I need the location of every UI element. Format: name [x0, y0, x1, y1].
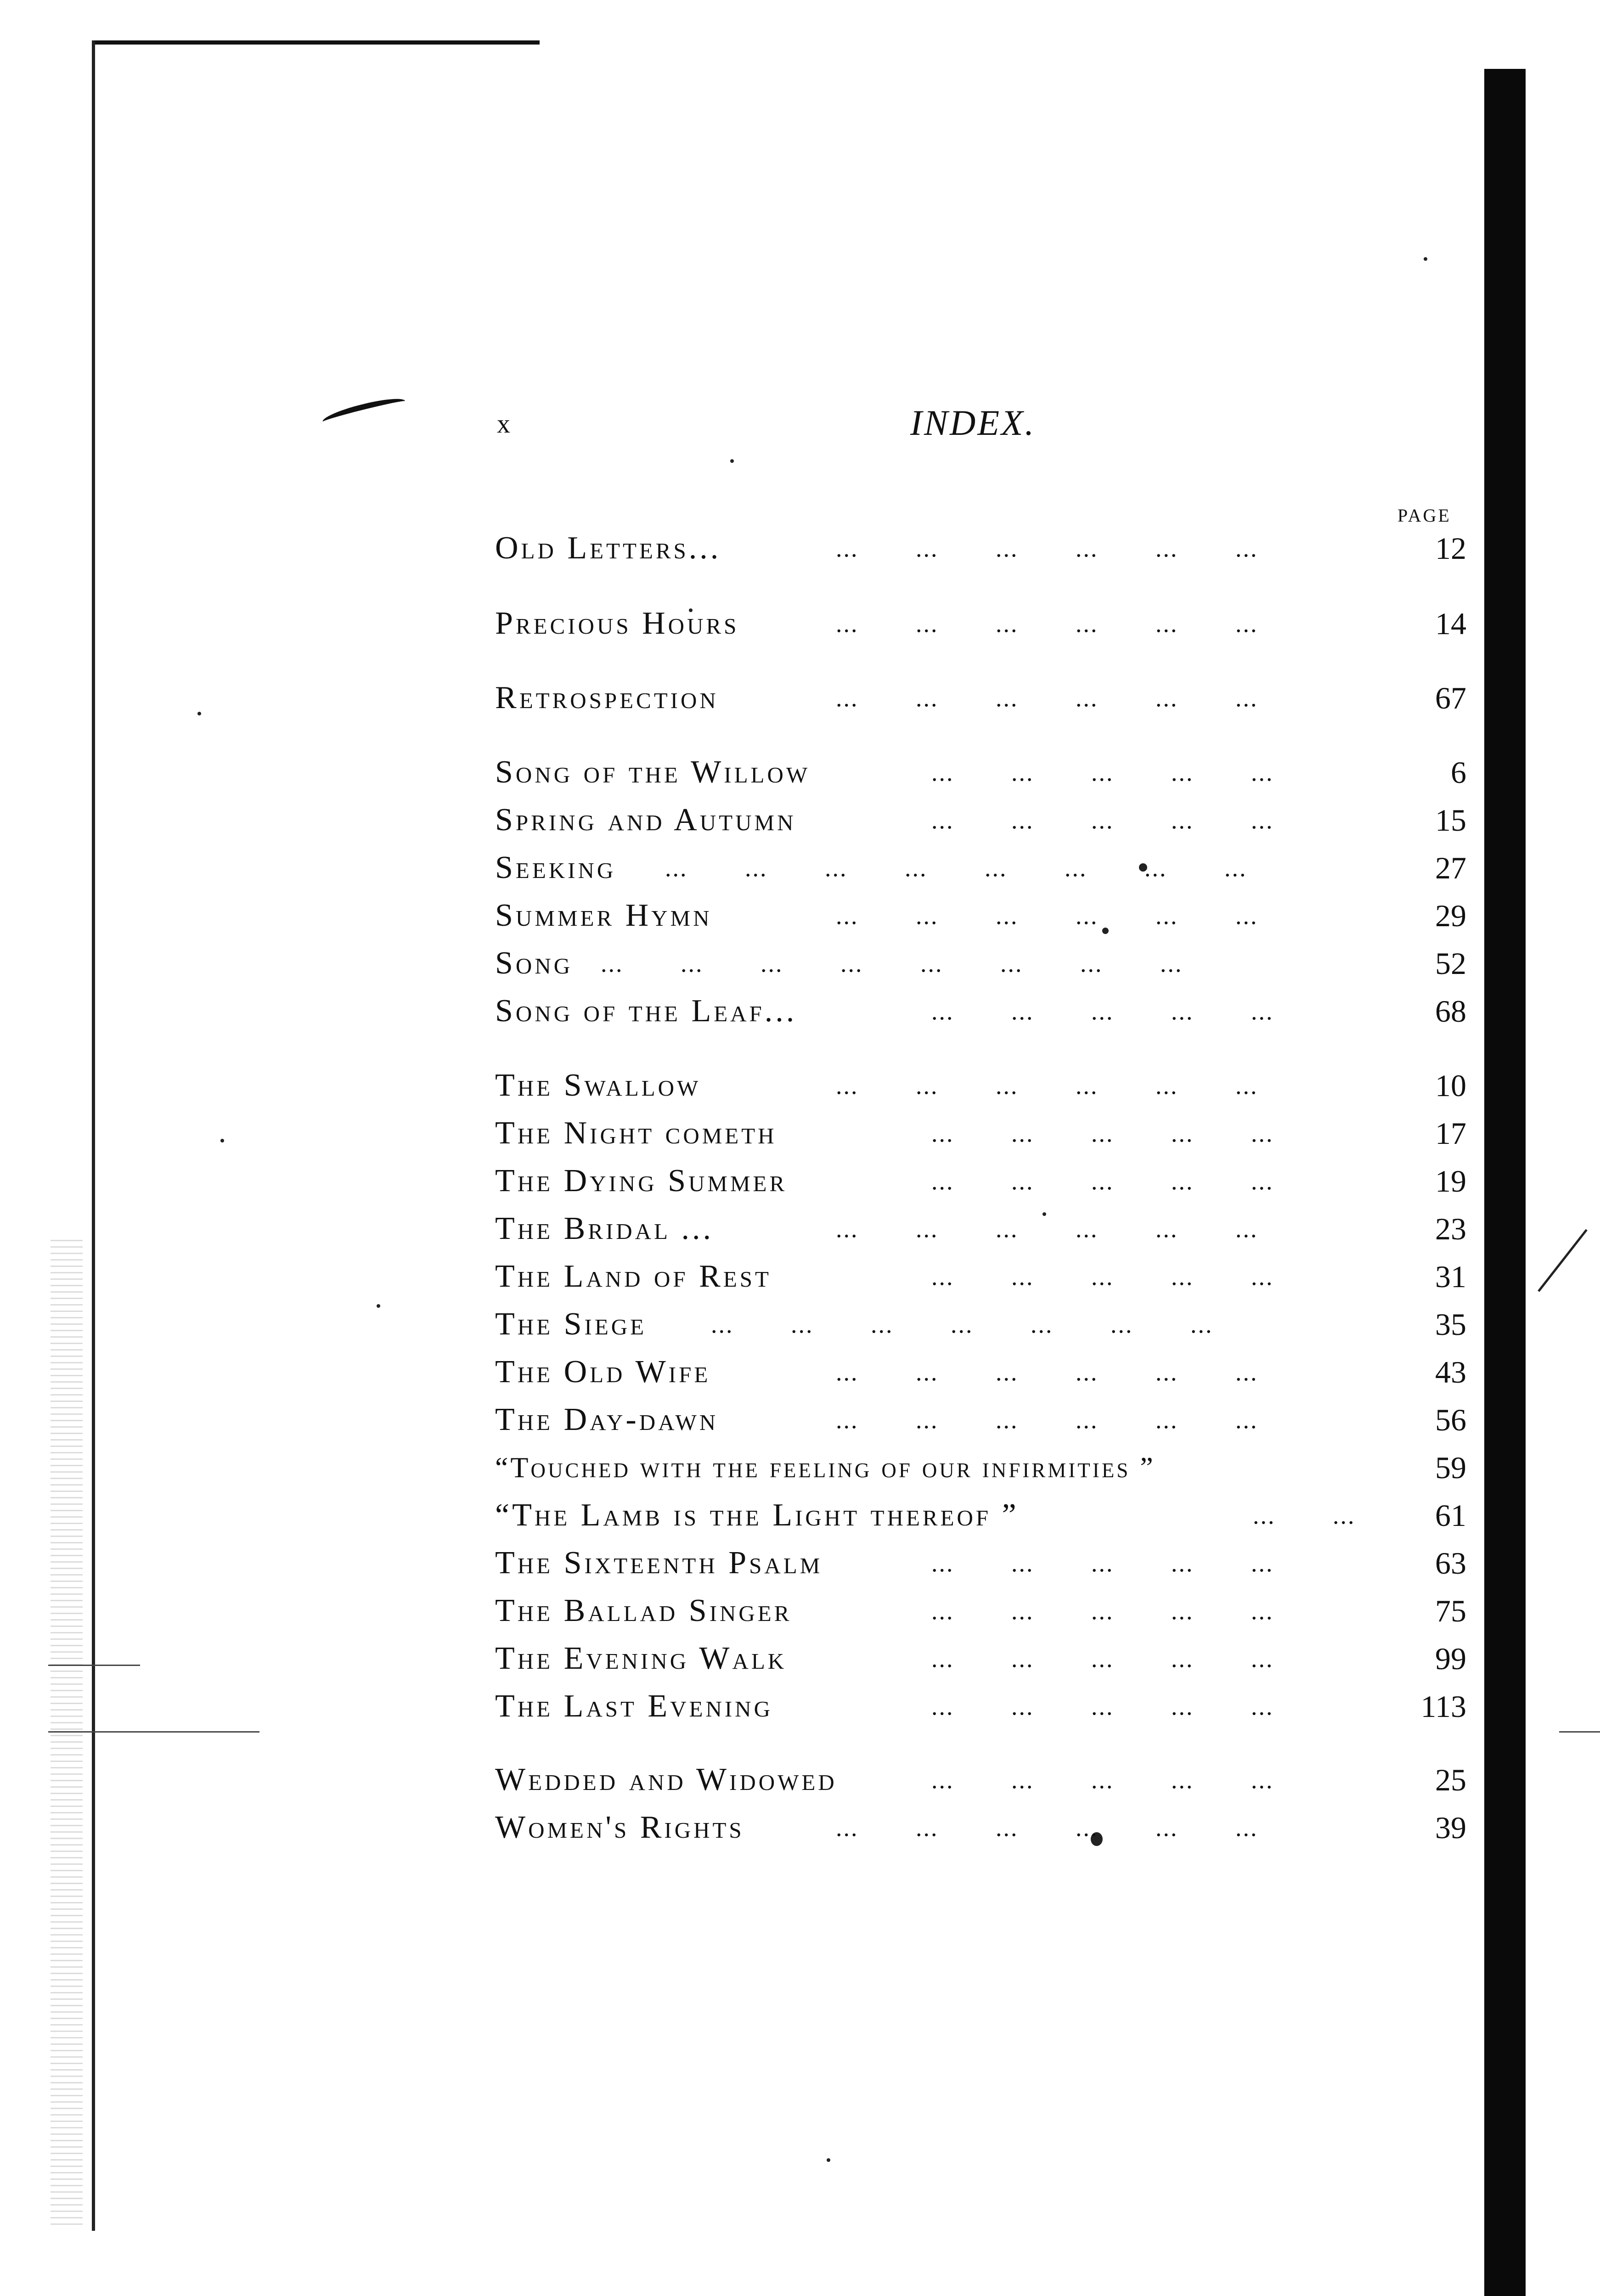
entry-page-number: 56: [1435, 1402, 1466, 1437]
entry-page-number: 59: [1435, 1450, 1466, 1485]
entry-title: The Day-dawn: [495, 1402, 719, 1437]
dot-leaders: ... ... ... ... ...: [931, 997, 1274, 1025]
index-entry: [495, 1160, 1466, 1202]
entry-title: Spring and Autumn: [495, 802, 796, 838]
index-entry: [495, 1759, 1466, 1801]
dot-leaders: ... ... ... ... ... ... ... ...: [601, 950, 1183, 977]
dot-leaders: ... ... ... ... ...: [931, 1549, 1274, 1577]
dot-leaders: ... ... ... ... ...: [931, 806, 1274, 834]
entry-title: The Swallow: [495, 1068, 701, 1103]
entry-title: Summer Hymn: [495, 898, 712, 933]
entry-page-number: 43: [1435, 1355, 1466, 1390]
index-entry: [495, 1303, 1466, 1345]
index-entry: [495, 677, 1466, 719]
entry-page-number: 99: [1435, 1641, 1466, 1676]
index-entry: [495, 942, 1466, 985]
entry-title: Song of the Leaf...: [495, 993, 797, 1029]
index-entry: [495, 1351, 1466, 1393]
entry-title: Song of the Willow: [495, 754, 811, 790]
dot-leaders: ... ... ... ... ... ...: [836, 684, 1258, 712]
index-entry: [495, 602, 1466, 645]
entry-page-number: 75: [1435, 1593, 1466, 1628]
dot-leaders: ... ... ... ... ... ...: [836, 610, 1258, 637]
index-entry: [495, 1542, 1466, 1584]
dot-leaders: ... ... ... ... ... ...: [836, 1814, 1258, 1841]
entry-page-number: 35: [1435, 1307, 1466, 1342]
index-entry: [495, 1064, 1466, 1107]
index-entry: [495, 895, 1466, 937]
dot-leaders: ... ... ... ... ... ...: [836, 902, 1258, 929]
entry-page-number: 17: [1435, 1116, 1466, 1151]
dot-leaders: ... ... ... ... ...: [931, 759, 1274, 786]
index-entry: [495, 1399, 1466, 1441]
entry-page-number: 63: [1435, 1546, 1466, 1581]
dot-leaders: ... ... ... ... ... ...: [836, 1358, 1258, 1386]
entry-title: The Last Evening: [495, 1688, 773, 1724]
entry-title: The Evening Walk: [495, 1641, 787, 1676]
entry-title: The Night cometh: [495, 1115, 777, 1151]
entry-page-number: 61: [1435, 1498, 1466, 1533]
index-entry: [495, 751, 1466, 793]
entry-title: The Ballad Singer: [495, 1593, 792, 1628]
entry-page-number: 6: [1451, 755, 1466, 790]
entry-title: The Siege: [495, 1306, 647, 1342]
index-entry: [495, 1208, 1466, 1250]
entry-title: The Sixteenth Psalm: [495, 1545, 823, 1581]
index-entry: [495, 1255, 1466, 1298]
dot-leaders: ... ... ... ... ... ... ...: [711, 1311, 1213, 1338]
page-title: INDEX.: [910, 403, 1036, 443]
entry-title: The Land of Rest: [495, 1259, 772, 1294]
entry-page-number: 12: [1435, 531, 1466, 566]
dot-leaders: ... ... ... ... ...: [931, 1766, 1274, 1794]
entry-title: The Dying Summer: [495, 1163, 788, 1199]
entry-title: “The Lamb is the Light thereof ”: [495, 1497, 1019, 1533]
entry-title: Seeking: [495, 850, 616, 885]
index-entry: [495, 527, 1466, 569]
entry-page-number: 31: [1435, 1259, 1466, 1294]
dot-leaders: ... ... ... ... ... ...: [836, 535, 1258, 562]
dot-leaders: ... ... ... ... ...: [931, 1120, 1274, 1147]
entry-page-number: 14: [1435, 606, 1466, 641]
page-folio: x: [497, 409, 510, 439]
index-entry: [495, 1685, 1466, 1728]
page-column-label: PAGE: [1397, 505, 1451, 526]
dot-leaders: ... ... ... ... ...: [931, 1597, 1274, 1625]
entry-title: “Touched with the feeling of our infirmities ”: [495, 1451, 1155, 1484]
index-entry: [495, 990, 1466, 1032]
index-entry: [495, 1446, 1466, 1489]
entry-page-number: 39: [1435, 1810, 1466, 1845]
dot-leaders: ... ... ... ... ... ...: [836, 1406, 1258, 1434]
entry-page-number: 19: [1435, 1164, 1466, 1199]
entry-title: Women's Rights: [495, 1810, 744, 1845]
entry-title: The Bridal ...: [495, 1211, 714, 1246]
entry-page-number: 113: [1420, 1689, 1466, 1724]
entry-title: Wedded and Widowed: [495, 1762, 837, 1797]
entry-title: Song: [495, 945, 573, 981]
index-entry: [495, 1638, 1466, 1680]
entry-title: The Old Wife: [495, 1354, 711, 1390]
dot-leaders: ... ... ... ... ...: [931, 1263, 1274, 1290]
entry-page-number: 67: [1435, 681, 1466, 715]
dot-leaders: ... ...: [1253, 1502, 1356, 1529]
entry-page-number: 29: [1435, 898, 1466, 933]
dot-leaders: ... ... ... ... ...: [931, 1693, 1274, 1720]
index-entry: [495, 847, 1466, 889]
index-entry: [495, 1806, 1466, 1849]
index-entry: [495, 1590, 1466, 1632]
entry-title: Retrospection: [495, 680, 719, 715]
dot-leaders: ... ... ... ... ...: [931, 1167, 1274, 1195]
index-entry: [495, 1112, 1466, 1154]
entry-page-number: 27: [1435, 850, 1466, 885]
dot-leaders: ... ... ... ... ... ...: [836, 1215, 1258, 1243]
dot-leaders: ... ... ... ... ... ...: [836, 1072, 1258, 1099]
dot-leaders: ... ... ... ... ... ... ... ...: [665, 854, 1247, 882]
index-entry: [495, 799, 1466, 841]
dot-leaders: ... ... ... ... ...: [931, 1645, 1274, 1672]
entry-title: Old Letters...: [495, 530, 721, 566]
index-entry: [495, 1494, 1466, 1536]
entry-page-number: 23: [1435, 1211, 1466, 1246]
entry-page-number: 10: [1435, 1068, 1466, 1103]
entry-page-number: 15: [1435, 803, 1466, 838]
entry-page-number: 25: [1435, 1762, 1466, 1797]
entry-page-number: 52: [1435, 946, 1466, 981]
entry-page-number: 68: [1435, 994, 1466, 1029]
entry-title: Precious Hours: [495, 606, 739, 641]
